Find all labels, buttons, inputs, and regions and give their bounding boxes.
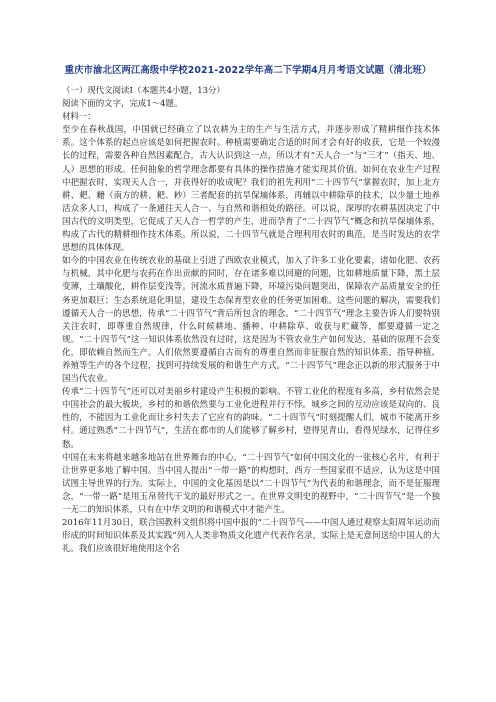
paragraph: 至少在春秋战国，中国就已经确立了以农耕为主的生产与生活方式，并逐步形成了精耕细作技术体系。这个体系的起点应该是如何把握农时。种植需要确定合适的时间才会有好的收获，它是一个较漫长的过程，需要各种自然因素配合，古人认识到这一点，所以才有“天人合一”与“三才”（指天、地、人）思想的形成。任何抽象的哲学理念都要有具体的操作措施才能实现其价值。如何在农业生产过程中把握农时，实现天人合一，并获得好的收成呢？我们的祖先利用“二十四节气”掌握农时，加上北方耕、耙、耱（南方的耕、耙、耖）三者配套的抗旱保墒体系，再辅以中耕除草的技术，以少量土地养活众多人口，构成了一条通往天人合一、与自然和谐相处的路径。可以说，深厚的农耕基因决定了中国古代的文明类型，它促成了天人合一哲学的产生，进而孕育了“二十四节气”概念和抗旱保墒体系，构成了古代的精耕细作技术体系。所以说，二十四节气就是合理利用农时的典范，是当时发达的农学思想的具体体现。 [62, 124, 440, 253]
paragraph: 如今的中国农业在传统农业的基础上引进了西欧农业模式，加入了许多工业化要素，诸如化肥、农药与机械，其中化肥与农药在作出贡献的同时，存在诸多难以回避的问题，比如耕地质量下降，黑土层变薄，土壤酸化，耕作层变浅等。河流水质普遍下降，环境污染问题突出，保障农产品质量安全的任务更加艰巨；生态系统退化明显，建设生态保育型农业的任务更加困难。这些问题的解决，需要我们遵循天人合一的思想，传承“二十四节气”背后所包含的理念。“二十四节气”理念主要告诉人们要特别关注农时，即尊重自然规律，什么时候耕地、播种、中耕除草、收获与贮藏等，都要遵循一定之规。“二十四节气”这一知识体系依然没有过时，这是因为不管农业生产如何发达，基础的原理不会变化，即依赖自然而生产。人们依然要遵循自古而有的尊重自然而非征服自然的知识体系，指导种植、养殖等生产的各个过程，找到可持续发展的和谐生产方式。“二十四节气”理念正以新的形式服务于中国当代农业。 [62, 255, 440, 384]
section-heading: （一）现代文阅读Ⅰ（本题共4小题，13分） [62, 85, 225, 95]
document-body [62, 84, 440, 555]
document-title: 重庆市渝北区两江高级中学校2021-2022学年高二下学期4月月考语文试题（清北班） [64, 65, 432, 76]
paragraph: 传承“二十四节气”还可以对美丽乡村建设产生积极的影响。不管工业化的程度有多高，乡村依然会是中国社会的最大板块，乡村的和谐依然要与工业化进程并行不悖。城乡之间的互动应该是双向的、良性的，不能因为工业化而让乡村失去了它应有的韵味。“二十四节气”时刻提醒人们，城市不能离开乡村。通过熟悉“二十四节气”，生活在都市的人们能够了解乡村，望得见青山，看得见绿水，记得住乡愁。 [62, 386, 440, 449]
paragraph: 2016年11月30日，联合国教科文组织将中国申报的“二十四节气——中国人通过观察太阳周年运动而形成的时间知识体系及其实践”列入人类非物质文化遗产代表作名录，实际上是无意间送给中国人的大礼。我们应该很好地使用这个名 [62, 517, 440, 554]
material-label: 材料一： [62, 111, 96, 122]
paragraph: 中国在未来将越来越多地站在世界舞台的中心，“二十四节气”如何中国文化的一张核心名片，有利于让世界更多地了解中国。当中国人提出“一带一路”的构想时，西方一些国家很不适应，认为这是中国试图主导世界的行为。实际上，中国的文化基因是以“二十四节气”为代表的和谐理念，而不是征服理念，“一带一路”是用玉帛替代干戈的最好形式之一。在世界文明史的视野中，“二十四节气”是一个独一无二的知识体系，只有在中华文明的和谐模式中才能产生。 [62, 451, 440, 514]
instruction-text: 阅读下面的文字，完成1～4题。 [62, 98, 183, 109]
